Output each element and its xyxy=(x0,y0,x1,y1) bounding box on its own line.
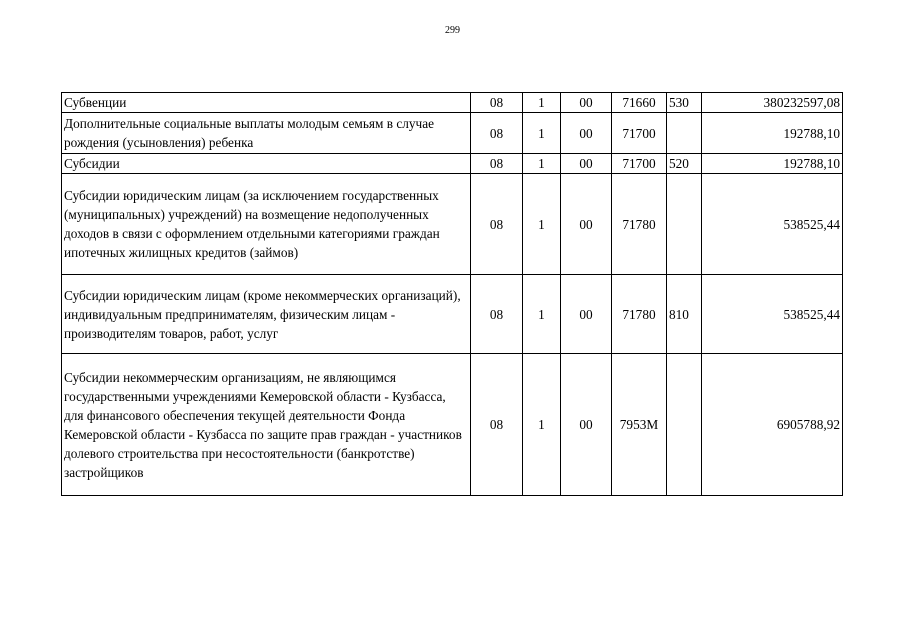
amount: 192788,10 xyxy=(702,113,843,154)
subsection-code: 1 xyxy=(523,174,561,275)
table-row xyxy=(62,354,843,496)
program-code: 00 xyxy=(561,354,612,496)
section-code: 08 xyxy=(471,93,523,113)
row-name: Субсидии юридическим лицам (кроме некоммерческих организаций), индивидуальным предпринимателям, физическим лицам - производителям товаров, работ, услуг xyxy=(62,275,471,354)
page-number: 299 xyxy=(445,25,460,36)
program-code: 00 xyxy=(561,275,612,354)
direction-code: 7953М xyxy=(612,354,667,496)
section-code: 08 xyxy=(471,174,523,275)
expense-type-code xyxy=(667,113,702,154)
section-code: 08 xyxy=(471,154,523,174)
direction-code: 71780 xyxy=(612,174,667,275)
amount: 538525,44 xyxy=(702,275,843,354)
expense-type-code xyxy=(667,174,702,275)
amount: 538525,44 xyxy=(702,174,843,275)
direction-code: 71700 xyxy=(612,113,667,154)
direction-code: 71660 xyxy=(612,93,667,113)
row-name: Субсидии xyxy=(62,154,471,174)
table-row xyxy=(62,113,843,154)
section-code: 08 xyxy=(471,354,523,496)
row-name: Дополнительные социальные выплаты молодым семьям в случае рождения (усыновления) ребенка xyxy=(62,113,471,154)
subsection-code: 1 xyxy=(523,354,561,496)
subsection-code: 1 xyxy=(523,113,561,154)
table-row xyxy=(62,93,843,113)
subsection-code: 1 xyxy=(523,93,561,113)
amount: 6905788,92 xyxy=(702,354,843,496)
subsection-code: 1 xyxy=(523,154,561,174)
subsection-code: 1 xyxy=(523,275,561,354)
table-row xyxy=(62,154,843,174)
amount: 192788,10 xyxy=(702,154,843,174)
row-name: Субсидии некоммерческим организациям, не являющимся государственными учреждениями Кемеровской области - Кузбасса, для финансового обеспечения текущей деятельности Фонда Кемеровской области - Кузбасса по защите прав граждан - участников долевого строительства при несостоятельности (банкротстве) застройщиков xyxy=(62,354,471,496)
amount: 380232597,08 xyxy=(702,93,843,113)
program-code: 00 xyxy=(561,154,612,174)
expense-type-code xyxy=(667,354,702,496)
table-row xyxy=(62,275,843,354)
direction-code: 71780 xyxy=(612,275,667,354)
table-row xyxy=(62,174,843,275)
section-code: 08 xyxy=(471,275,523,354)
budget-table xyxy=(61,92,843,496)
program-code: 00 xyxy=(561,93,612,113)
program-code: 00 xyxy=(561,113,612,154)
expense-type-code: 530 xyxy=(667,93,702,113)
row-name: Субсидии юридическим лицам (за исключением государственных (муниципальных) учреждений) на возмещение недополученных доходов в связи с оформлением отдельными категориями граждан ипотечных жилищных кредитов (займов) xyxy=(62,174,471,275)
row-name: Субвенции xyxy=(62,93,471,113)
expense-type-code: 520 xyxy=(667,154,702,174)
direction-code: 71700 xyxy=(612,154,667,174)
program-code: 00 xyxy=(561,174,612,275)
expense-type-code: 810 xyxy=(667,275,702,354)
section-code: 08 xyxy=(471,113,523,154)
